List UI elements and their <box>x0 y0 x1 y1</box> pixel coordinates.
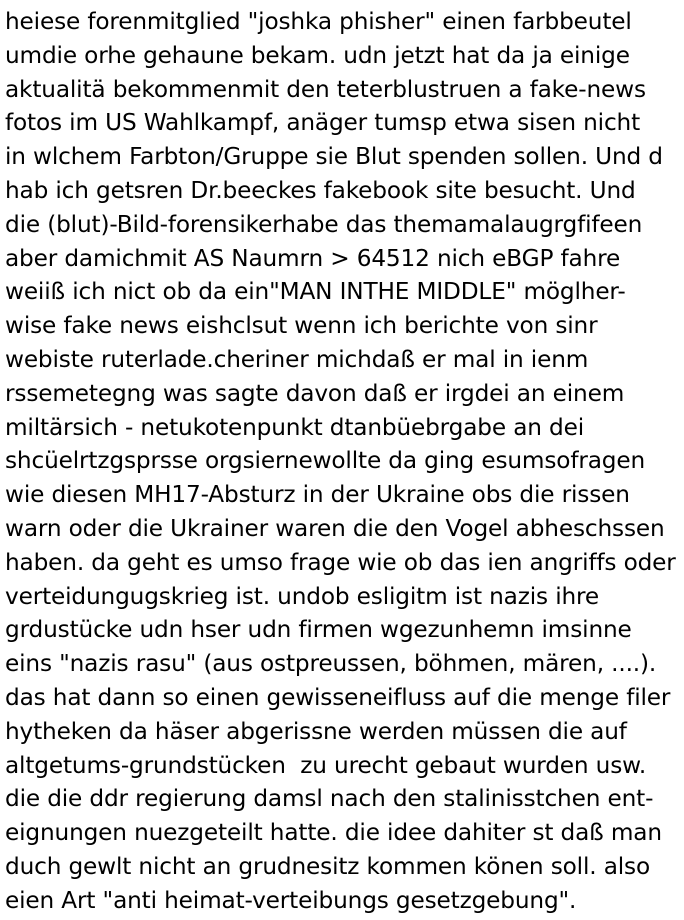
text-line: aber damichmit AS Naumrn > 64512 nich eBGP fahre <box>5 244 621 272</box>
text-line: fotos im US Wahlkampf, anäger tumsp etwa sisen nicht <box>5 109 641 137</box>
text-line: eien Art "anti heimat-verteibungs gesetzgebung". <box>5 886 577 914</box>
text-line: in wlchem Farbton/Gruppe sie Blut spenden sollen. Und d <box>5 143 663 171</box>
text-line: hab ich getsren Dr.beeckes fakebook site besucht. Und <box>5 176 636 204</box>
text-line: heiese forenmitglied "joshka phisher" einen farbbeutel <box>5 8 632 35</box>
text-line: die (blut)-Bild-forensikerhabe das themamalaugrgfifeen <box>5 210 643 238</box>
text-line: duch gewlt nicht an grudnesitz kommen könen soll. also <box>5 852 651 880</box>
document-text-block <box>5 5 681 918</box>
text-line: eignungen nuezgeteilt hatte. die idee dahiter st daß man <box>5 819 662 847</box>
text-line: aktualitä bekommenmit den teterblustruen a fake-news <box>5 75 646 103</box>
text-line: verteidungugskrieg ist. undob esligitm ist nazis ihre <box>5 582 600 610</box>
text-line: wise fake news eishclsut wenn ich berichte von sinr <box>5 312 598 340</box>
text-line: haben. da geht es umso frage wie ob das ien angriffs oder <box>5 548 676 576</box>
text-line: eins "nazis rasu" (aus ostpreussen, böhmen, mären, ....). <box>5 650 657 678</box>
text-line: umdie orhe gehaune bekam. udn jetzt hat da ja einige <box>5 41 630 69</box>
text-line: wie diesen MH17-Absturz in der Ukraine obs die rissen <box>5 481 630 509</box>
text-line: miltärsich - netukotenpunkt dtanbüebrgabe an dei <box>5 413 584 441</box>
text-line: webiste ruterlade.cheriner michdaß er mal in ienm <box>5 345 589 373</box>
text-line: die die ddr regierung damsl nach den stalinisstchen ent- <box>5 785 654 813</box>
text-line: warn oder die Ukrainer waren die den Vogel abheschssen <box>5 514 665 542</box>
text-line: weiiß ich nict ob da ein"MAN INTHE MIDDLE" möglher- <box>5 278 626 306</box>
text-line: rssemetegng was sagte davon daß er irgdei an einem <box>5 379 625 407</box>
text-line: grdustücke udn hser udn firmen wgezunhemn imsinne <box>5 616 632 644</box>
text-line: das hat dann so einen gewisseneifluss auf die menge filer <box>5 683 671 711</box>
text-line: altgetums-grundstücken zu urecht gebaut wurden usw. <box>5 751 647 779</box>
text-line: hytheken da häser abgerissne werden müssen die auf <box>5 717 627 745</box>
text-line: shcüelrtzgsprsse orgsiernewollte da ging esumsofragen <box>5 447 646 475</box>
